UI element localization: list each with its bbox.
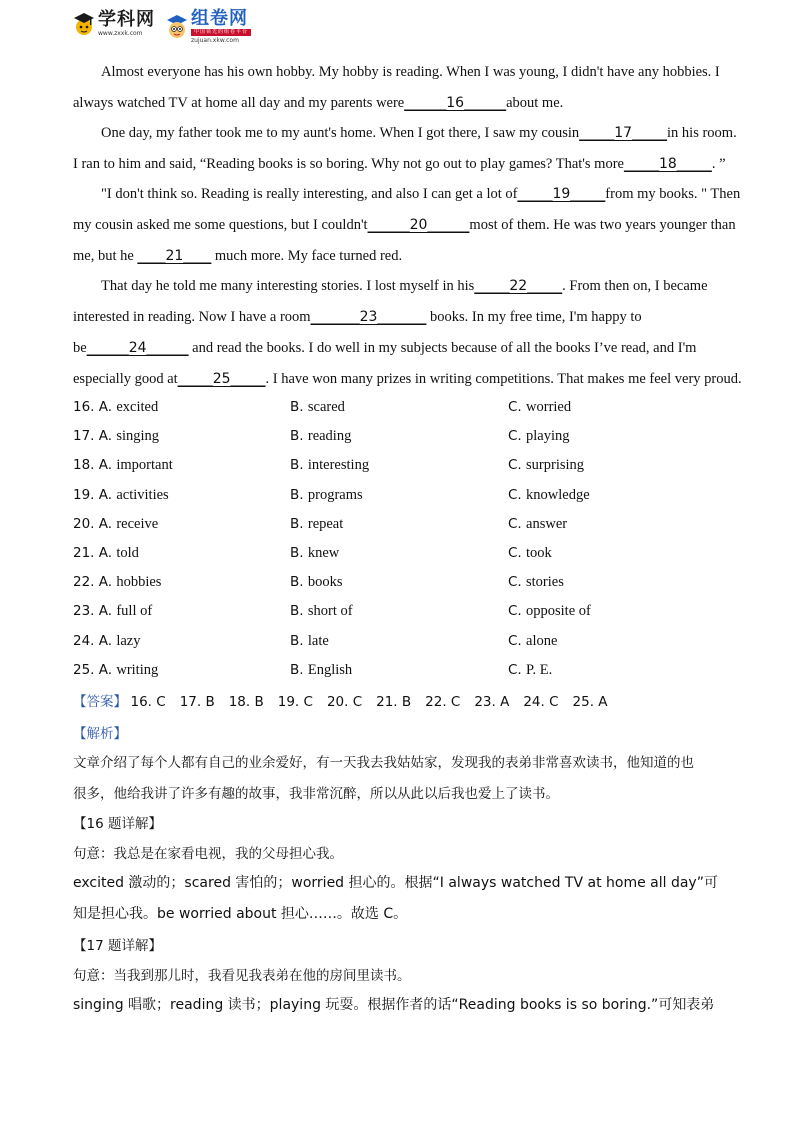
option-text: short of — [307, 603, 353, 619]
passage-text: . From then on, I became — [562, 278, 708, 294]
answer-item: 24. C — [523, 694, 559, 710]
option-text: knowledge — [526, 487, 590, 503]
blank-21: ____21____ — [137, 248, 212, 264]
passage-text: Almost everyone has his own hobby. My hobby is reading. When I was young, I didn't have any hobbies. I — [101, 64, 720, 80]
option-text: playing — [526, 428, 570, 444]
option-c[interactable] — [508, 603, 591, 620]
answer-label: 【答案】 — [73, 694, 127, 710]
option-c[interactable] — [508, 487, 590, 504]
option-b[interactable] — [290, 574, 343, 591]
option-a[interactable] — [73, 633, 141, 650]
option-text: answer — [526, 516, 568, 532]
option-c[interactable] — [508, 662, 552, 679]
option-text: activities — [116, 487, 169, 503]
passage-text: "I don't think so. Reading is really interesting, and also I can get a lot of — [101, 186, 518, 202]
option-label: 22. A. — [73, 574, 117, 590]
option-row — [73, 574, 753, 594]
passage-line — [73, 371, 742, 388]
q16-explanation: 知是担心我。be worried about 担心……。故选 C。 — [73, 906, 408, 922]
option-label: C. — [508, 574, 527, 590]
option-label: 16. A. — [73, 399, 117, 415]
option-text: P. E. — [526, 662, 553, 678]
blank-24: ______24______ — [86, 340, 189, 356]
answer-item: 18. B — [228, 694, 264, 710]
passage-text: . ” — [711, 156, 726, 172]
option-text: hobbies — [116, 574, 162, 590]
option-text: late — [307, 633, 329, 649]
option-label: B. — [290, 603, 308, 619]
option-row — [73, 516, 753, 536]
blank-20: ______20______ — [367, 217, 470, 233]
option-a[interactable] — [73, 457, 173, 474]
passage-text: about me. — [506, 95, 564, 111]
passage-text: my cousin asked me some questions, but I couldn't — [73, 217, 368, 233]
blank-16: ______16______ — [404, 95, 507, 111]
answer-item: 19. C — [277, 694, 313, 710]
answer-item: 25. A — [572, 694, 608, 710]
answer-item: 21. B — [376, 694, 412, 710]
blank-18: _____18_____ — [623, 156, 712, 172]
option-label: C. — [508, 516, 527, 532]
passage-line — [73, 309, 642, 326]
blank-23: _______23_______ — [310, 309, 427, 325]
passage-text: . I have won many prizes in writing competitions. That makes me feel very proud. — [265, 371, 742, 387]
option-c[interactable] — [508, 457, 584, 474]
passage-line — [73, 156, 726, 173]
logo2-name: 组卷网 — [191, 8, 248, 29]
answer-items — [131, 695, 622, 710]
passage-text: always watched TV at home all day and my parents were — [73, 95, 405, 111]
passage-text: most of them. He was two years younger than — [469, 217, 736, 233]
passage-line — [101, 186, 740, 203]
option-c[interactable] — [508, 633, 557, 650]
passage-line — [101, 64, 720, 81]
option-text: English — [307, 662, 353, 678]
option-label: 20. A. — [73, 516, 117, 532]
option-text: scared — [307, 399, 345, 415]
logo1-url: www.zxxk.com — [98, 30, 143, 37]
option-label: 18. A. — [73, 457, 117, 473]
option-label: C. — [508, 633, 527, 649]
answer-item: 16. C — [130, 694, 166, 710]
option-text: told — [116, 545, 139, 561]
q16-explanation: excited 激动的；scared 害怕的；worried 担心的。根据“I always watched TV at home all day”可 — [73, 875, 718, 891]
passage-text: much more. My face turned red. — [211, 248, 403, 264]
q17-title: 【17 题详解】 — [73, 938, 162, 954]
option-c[interactable] — [508, 399, 571, 416]
passage-text: and read the books. I do well in my subjects because of all the books I’ve read, and I'm — [188, 340, 697, 356]
option-text: writing — [116, 662, 159, 678]
option-a[interactable] — [73, 516, 158, 533]
blank-22: _____22_____ — [474, 278, 563, 294]
q17-meaning: 句意：当我到那儿时，我看见我表弟在他的房间里读书。 — [73, 968, 411, 984]
passage-line — [101, 125, 737, 142]
q16-meaning: 句意：我总是在家看电视，我的父母担心我。 — [73, 846, 343, 862]
option-label: C. — [508, 545, 527, 561]
passage-line — [101, 278, 708, 295]
mascot-icon — [165, 13, 189, 41]
option-label: C. — [508, 487, 527, 503]
option-c[interactable] — [508, 545, 552, 562]
option-text: full of — [116, 603, 153, 619]
option-a[interactable] — [73, 545, 139, 562]
option-b[interactable] — [290, 487, 363, 504]
option-label: B. — [290, 516, 308, 532]
analysis-text: 很多，他给我讲了许多有趣的故事，我非常沉醉，所以从此以后我也爱上了读书。 — [73, 786, 559, 802]
passage-text: me, but he — [73, 248, 138, 264]
answer-line — [73, 690, 622, 711]
passage-text: in his room. — [667, 125, 737, 141]
option-row — [73, 399, 753, 419]
option-a[interactable] — [73, 428, 159, 445]
option-label: 17. A. — [73, 428, 117, 444]
option-row — [73, 457, 753, 477]
option-text: receive — [116, 516, 159, 532]
option-row — [73, 428, 753, 448]
option-b[interactable] — [290, 633, 329, 650]
option-b[interactable] — [290, 516, 343, 533]
zujuanwang-logo[interactable] — [165, 10, 251, 44]
option-label: C. — [508, 457, 527, 473]
option-label: C. — [508, 399, 527, 415]
option-b[interactable] — [290, 399, 345, 416]
option-text: knew — [307, 545, 340, 561]
xuekewang-logo[interactable] — [72, 10, 155, 38]
option-label: C. — [508, 603, 527, 619]
option-label: 24. A. — [73, 633, 117, 649]
passage-text: especially good at — [73, 371, 178, 387]
option-label: B. — [290, 399, 308, 415]
answer-item: 20. C — [326, 694, 363, 710]
option-text: interesting — [307, 457, 370, 473]
option-a[interactable] — [73, 662, 158, 679]
option-label: B. — [290, 633, 308, 649]
analysis-text: 文章介绍了每个人都有自己的业余爱好，有一天我去我姑姑家，发现我的表弟非常喜欢读书，他知道的也 — [73, 755, 694, 771]
option-text: worried — [526, 399, 572, 415]
option-row — [73, 487, 753, 507]
option-text: repeat — [307, 516, 344, 532]
passage-text: I ran to him and said, “Reading books is so boring. Why not go out to play games? That's more — [73, 156, 624, 172]
option-label: 21. A. — [73, 545, 117, 561]
option-row — [73, 545, 753, 565]
option-label: 25. A. — [73, 662, 117, 678]
graduation-cap-icon — [72, 10, 96, 38]
option-text: surprising — [526, 457, 585, 473]
option-a[interactable] — [73, 603, 152, 620]
passage-text: One day, my father took me to my aunt's home. When I got there, I saw my cousin — [101, 125, 580, 141]
logo2-tagline: 中国领先的组卷平台 — [191, 29, 251, 36]
option-text: important — [116, 457, 173, 473]
answer-item: 17. B — [179, 694, 215, 710]
option-text: took — [526, 545, 552, 561]
logo1-name: 学科网 — [98, 9, 155, 30]
passage-text: That day he told me many interesting stories. I lost myself in his — [101, 278, 475, 294]
option-text: opposite of — [526, 603, 591, 619]
option-text: programs — [307, 487, 363, 503]
option-a[interactable] — [73, 487, 169, 504]
q17-explanation: singing 唱歌；reading 读书；playing 玩耍。根据作者的话“Reading books is so boring.”可知表弟 — [73, 997, 715, 1013]
passage-text: interested in reading. Now I have a room — [73, 309, 311, 325]
option-c[interactable] — [508, 516, 567, 533]
option-label: B. — [290, 574, 308, 590]
option-label: 19. A. — [73, 487, 117, 503]
option-label: 23. A. — [73, 603, 117, 619]
option-b[interactable] — [290, 545, 339, 562]
option-row — [73, 633, 753, 653]
blank-19: _____19_____ — [517, 186, 606, 202]
option-c[interactable] — [508, 574, 564, 591]
option-label: B. — [290, 545, 308, 561]
option-label: C. — [508, 428, 527, 444]
option-label: C. — [508, 662, 527, 678]
option-text: books — [307, 574, 343, 590]
option-a[interactable] — [73, 399, 158, 416]
option-b[interactable] — [290, 662, 352, 679]
passage-line — [73, 340, 696, 357]
analysis-label: 【解析】 — [73, 726, 127, 742]
option-text: lazy — [116, 633, 141, 649]
passage-text: be — [73, 340, 87, 356]
passage-text: from my books. " Then — [605, 186, 741, 202]
passage-text: books. In my free time, I'm happy to — [426, 309, 642, 325]
option-b[interactable] — [290, 603, 353, 620]
blank-25: _____25_____ — [177, 371, 266, 387]
option-c[interactable] — [508, 428, 570, 445]
logo2-url: zujuan.xkw.com — [191, 37, 239, 44]
option-text: excited — [116, 399, 159, 415]
answer-item: 22. C — [425, 694, 461, 710]
answer-item: 23. A — [474, 694, 510, 710]
option-text: stories — [526, 574, 564, 590]
option-text: reading — [307, 428, 352, 444]
option-row — [73, 662, 753, 682]
q16-title: 【16 题详解】 — [73, 816, 162, 832]
option-a[interactable] — [73, 574, 161, 591]
option-b[interactable] — [290, 457, 369, 474]
option-row — [73, 603, 753, 623]
option-label: B. — [290, 487, 308, 503]
option-label: B. — [290, 457, 308, 473]
option-label: B. — [290, 662, 308, 678]
blank-17: _____17_____ — [579, 125, 668, 141]
passage-line — [73, 217, 736, 234]
passage-line — [73, 248, 402, 265]
header-logos — [72, 10, 251, 46]
option-label: B. — [290, 428, 308, 444]
option-text: alone — [526, 633, 558, 649]
passage-line — [73, 95, 563, 112]
option-b[interactable] — [290, 428, 351, 445]
option-text: singing — [116, 428, 160, 444]
